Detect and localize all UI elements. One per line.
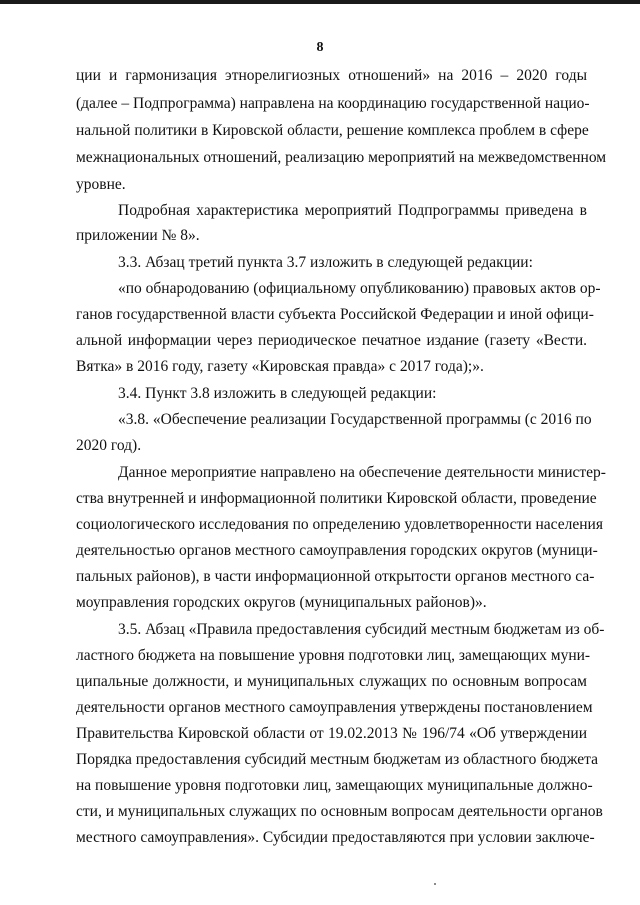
text-line: межнациональных отношений, реализацию мероприятий на межведомственном (76, 149, 607, 166)
text-line: нальной политики в Кировской области, решение комплекса проблем в сфере (76, 122, 589, 139)
text-line: 3.4. Пункт 3.8 изложить в следующей редакции: (118, 385, 437, 402)
scan-top-edge (0, 0, 640, 4)
text-line: 3.3. Абзац третий пункта 3.7 изложить в следующей редакции: (118, 254, 533, 271)
text-line: социологического исследования по определению удовлетворенности населения (76, 516, 603, 533)
page-number: 8 (316, 40, 324, 55)
text-line: сти, и муниципальных служащих по основным вопросам деятельности органов (76, 803, 603, 820)
text-line: местного самоуправления». Субсидии предоставляются при условии заключе- (76, 829, 595, 846)
text-line: на повышение уровня подготовки лиц, замещающих муниципальные должно- (76, 777, 593, 794)
text-line: «3.8. «Обеспечение реализации Государственной программы (с 2016 по (118, 411, 592, 428)
text-line: ции и гармонизация этнорелигиозных отношений» на 2016 – 2020 годы (76, 67, 587, 84)
text-line: ципальные должности, и муниципальных служащих по основным вопросам (76, 673, 587, 690)
text-line: «по обнародованию (официальному опубликованию) правовых актов ор- (118, 280, 601, 297)
text-line: пальных районов), в части информационной открытости органов местного са- (76, 568, 595, 585)
text-line: альной информации через периодическое печатное издание (газету «Вести. (76, 332, 587, 349)
text-line: уровне. (76, 176, 126, 193)
text-line: 3.5. Абзац «Правила предоставления субсидий местным бюджетам из об- (118, 621, 605, 638)
text-line: Порядка предоставления субсидий местным бюджетам из областного бюджета (76, 751, 599, 768)
text-line: деятельностью органов местного самоуправления городских округов (муници- (76, 542, 598, 559)
text-line: приложении № 8». (76, 227, 200, 244)
text-line: ства внутренней и информационной политики Кировской области, проведение (76, 490, 597, 507)
text-line: Правительства Кировской области от 19.02.2013 № 196/74 «Об утверждении (76, 725, 587, 742)
text-line: Подробная характеристика мероприятий Подпрограммы приведена в (118, 202, 587, 219)
text-line: ластного бюджета на повышение уровня подготовки лиц, замещающих муни- (76, 647, 591, 664)
text-line: деятельности органов местного самоуправления утверждены постановлением (76, 699, 593, 716)
text-line: Вятка» в 2016 году, газету «Кировская правда» с 2017 года);». (76, 358, 484, 375)
scan-speck (434, 883, 436, 885)
text-line: 2020 год). (76, 437, 142, 454)
text-line: моуправления городских округов (муниципальных районов)». (76, 594, 487, 611)
text-line: (далее – Подпрограмма) направлена на координацию государственной нацио- (76, 95, 590, 112)
text-line: Данное мероприятие направлено на обеспечение деятельности министер- (118, 464, 606, 481)
text-line: ганов государственной власти субъекта Российской Федерации и иной офици- (76, 306, 594, 323)
